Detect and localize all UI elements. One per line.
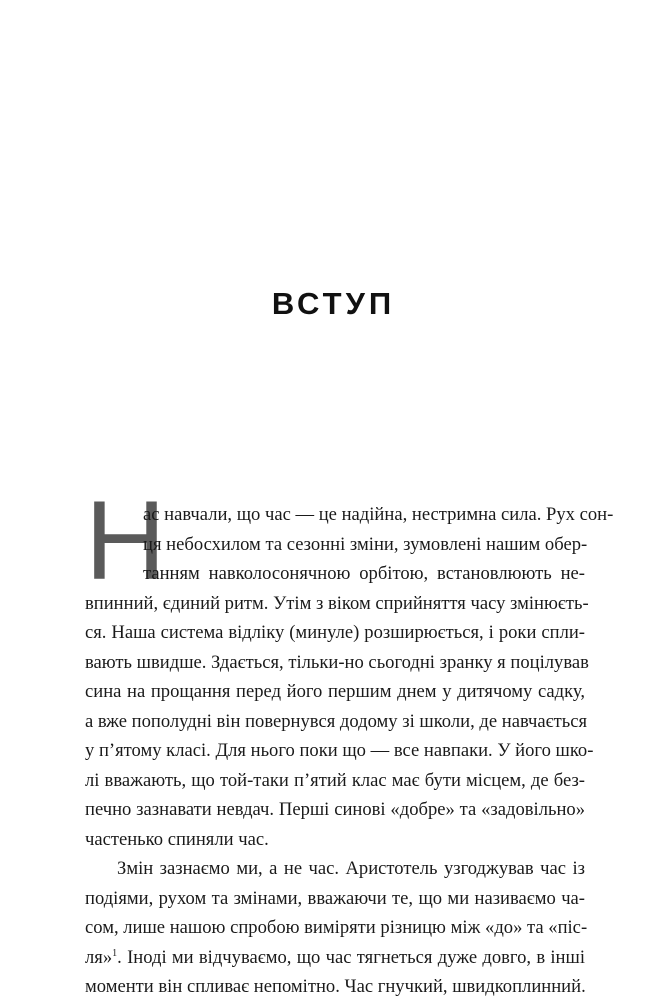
text-line: а вже пополудні він повернувся додому зі школи, де навчається [85, 710, 588, 732]
text-fragment: ля» [85, 946, 113, 968]
text-line: ас навчали, що час — це надійна, нестримна сила. Рух сон- [143, 504, 614, 525]
paragraph-1 [85, 500, 614, 854]
text-line: сом, лише нашою спробою виміряти різницю між «до» та «піс- [85, 917, 588, 938]
drop-cap-letter: Н [85, 478, 166, 603]
text-line: вають швидше. Здається, тільки-но сьогодні зранку я поцілував [85, 651, 589, 673]
text-line: впинний, єдиний ритм. Утім з віком сприйняття часу змінюєть- [85, 592, 589, 614]
text-line: лі вважають, що той-таки п’ятий клас має бути місцем, де без- [85, 769, 585, 791]
text-line: подіями, рухом та змінами, вважаючи те, що ми називаємо ча- [85, 887, 585, 909]
chapter-title: ВСТУП [271, 286, 396, 321]
text-line: частенько спиняли час. [85, 828, 269, 850]
footnote-reference[interactable]: 1 [112, 947, 118, 959]
text-line: Змін зазнаємо ми, а не час. Аристотель узгоджував час із [117, 858, 585, 879]
body-text [85, 500, 614, 1002]
text-line: ся. Наша система відліку (минуле) розширюється, і роки спли- [85, 622, 585, 643]
text-line-with-footnote [85, 943, 585, 973]
text-line: у п’ятому класі. Для нього поки що — все навпаки. У його шко- [85, 740, 594, 761]
text-line: моменти він спливає непомітно. Час гнучкий, швидкоплинний. [85, 976, 586, 997]
text-line: сина на прощання перед його першим днем у дитячому садку, [85, 681, 585, 702]
text-fragment: . Іноді ми відчуваємо, що час тягнеться дуже довго, в інші [117, 946, 585, 968]
text-line: танням навколосонячною орбітою, встановлюють не- [143, 563, 585, 584]
text-line: печно зазнавати невдач. Перші синові «добре» та «задовільно» [85, 799, 585, 820]
text-line: ця небосхилом та сезонні зміни, зумовлені нашим обер- [143, 533, 588, 555]
paragraph-2 [85, 854, 588, 1002]
